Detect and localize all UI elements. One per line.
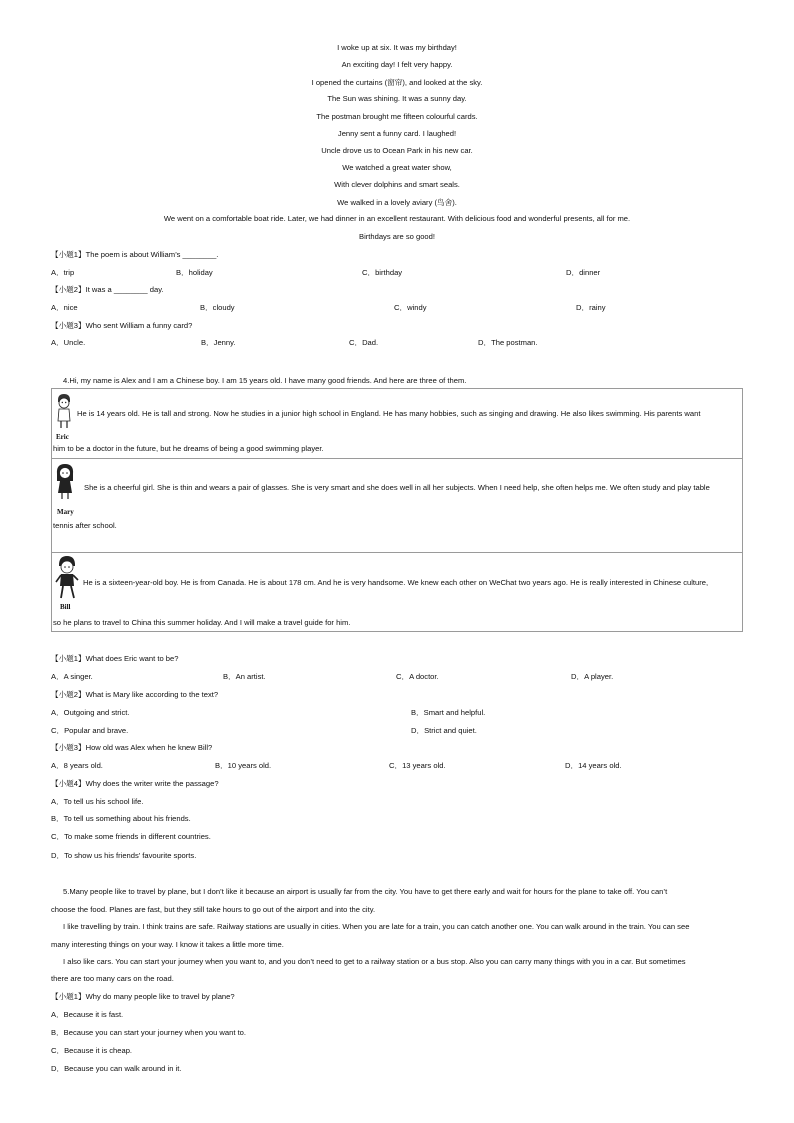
s4-q2-option-d[interactable]: D．Strict and quiet. bbox=[411, 726, 477, 735]
s5-q1-option-b[interactable]: B．Because you can start your journey when you want to. bbox=[51, 1028, 247, 1037]
s3-q2-option-c[interactable]: C．windy bbox=[394, 303, 427, 312]
bill-text-line-2: so he plans to travel to China this summer holiday. And I will make a travel guide for him. bbox=[53, 618, 351, 627]
s5-q1-stem: 【小题1】Why do many people like to travel by plane? bbox=[51, 992, 235, 1001]
friends-table-divider-2 bbox=[51, 552, 743, 553]
s3-q3-option-d[interactable]: D．The postman. bbox=[478, 338, 538, 347]
s4-q4-option-c[interactable]: C．To make some friends in different countries. bbox=[51, 832, 211, 841]
s4-intro: 4.Hi, my name is Alex and I am a Chinese boy. I am 15 years old. I have many good friends. And here are three of them. bbox=[63, 376, 467, 385]
s4-q1-option-c[interactable]: C．A doctor. bbox=[396, 672, 439, 681]
bill-name: Bill bbox=[60, 603, 71, 611]
s4-q3-option-c[interactable]: C．13 years old. bbox=[389, 761, 446, 770]
s5-q1-option-a[interactable]: A．Because it is fast. bbox=[51, 1010, 124, 1019]
eric-text-line-2: him to be a doctor in the future, but he dreams of being a good swimming player. bbox=[53, 444, 324, 453]
s3-q3-stem: 【小题3】Who sent William a funny card? bbox=[51, 321, 193, 330]
s5-p2-line-2: many interesting things on your way. I know it takes a little more time. bbox=[51, 940, 284, 949]
poem-line-8: We watched a great water show, bbox=[342, 163, 452, 172]
s3-q2-option-d[interactable]: D．rainy bbox=[576, 303, 606, 312]
poem-line-1: I woke up at six. It was my birthday! bbox=[337, 43, 457, 52]
s5-p2-line-1: I like travelling by train. I think trains are safe. Railway stations are usually in cities. When you are late for a train, you can catch another one. You can walk around in the train. You can see bbox=[63, 922, 690, 931]
s3-q1-option-d[interactable]: D．dinner bbox=[566, 268, 601, 277]
mary-avatar-icon bbox=[54, 461, 76, 501]
s4-q3-option-a[interactable]: A．8 years old. bbox=[51, 761, 103, 770]
s4-q1-option-a[interactable]: A．A singer. bbox=[51, 672, 93, 681]
s5-p1-line-1: 5.Many people like to travel by plane, but I don’t like it because an airport is usually far from the city. You have to get there early and wait for hours for the plane to take off. You can’t bbox=[63, 887, 668, 896]
s4-q2-option-b[interactable]: B．Smart and helpful. bbox=[411, 708, 486, 717]
bill-avatar-icon bbox=[54, 554, 80, 602]
s4-q3-stem: 【小题3】How old was Alex when he knew Bill? bbox=[51, 743, 213, 752]
eric-avatar-icon bbox=[54, 391, 74, 431]
s4-q3-option-b[interactable]: B．10 years old. bbox=[215, 761, 272, 770]
s3-q1-option-a[interactable]: A．trip bbox=[51, 268, 75, 277]
bill-text-line-1: He is a sixteen-year-old boy. He is from Canada. He is about 178 cm. And he is very handsome. We knew each other on WeChat two years ago. He is really interested in Chinese culture, bbox=[83, 578, 709, 587]
s3-q3-option-c[interactable]: C．Dad. bbox=[349, 338, 379, 347]
s3-q3-option-b[interactable]: B．Jenny. bbox=[201, 338, 236, 347]
s4-q3-option-d[interactable]: D．14 years old. bbox=[565, 761, 622, 770]
poem-line-12: Birthdays are so good! bbox=[359, 232, 435, 241]
s4-q4-option-d[interactable]: D．To show us his friends’ favourite sports. bbox=[51, 851, 197, 860]
poem-line-5: The postman brought me fifteen colourful cards. bbox=[316, 112, 478, 121]
s4-q2-option-a[interactable]: A．Outgoing and strict. bbox=[51, 708, 130, 717]
mary-text-line-2: tennis after school. bbox=[53, 521, 117, 530]
poem-line-6: Jenny sent a funny card. I laughed! bbox=[337, 129, 457, 138]
s4-q4-option-a[interactable]: A．To tell us his school life. bbox=[51, 797, 144, 806]
mary-name: Mary bbox=[57, 508, 74, 516]
eric-text-line-1: He is 14 years old. He is tall and strong. Now he studies in a junior high school in England. He has many hobbies, such as singing and drawing. He also likes swimming. His parents want bbox=[77, 409, 701, 418]
s4-q2-stem: 【小题2】What is Mary like according to the text? bbox=[51, 690, 219, 699]
s3-q1-stem: 【小题1】The poem is about William’s ________. bbox=[51, 250, 219, 259]
s4-q2-option-c[interactable]: C．Popular and brave. bbox=[51, 726, 129, 735]
s5-p1-line-2: choose the food. Planes are fast, but they still take hours to go out of the airport and into the city. bbox=[51, 905, 376, 914]
poem-line-9: With clever dolphins and smart seals. bbox=[334, 180, 460, 189]
s5-q1-option-c[interactable]: C．Because it is cheap. bbox=[51, 1046, 133, 1055]
friends-table-divider-1 bbox=[51, 458, 743, 459]
s3-q1-option-b[interactable]: B．holiday bbox=[176, 268, 213, 277]
poem-line-2: An exciting day! I felt very happy. bbox=[341, 60, 453, 69]
s5-p3-line-2: there are too many cars on the road. bbox=[51, 974, 174, 983]
s4-q1-option-b[interactable]: B．An artist. bbox=[223, 672, 266, 681]
s3-q2-stem: 【小题2】It was a ________ day. bbox=[51, 285, 164, 294]
mary-text-line-1: She is a cheerful girl. She is thin and wears a pair of glasses. She is very smart and she does well in all her subjects. When I need help, she often helps me. We often study and play table bbox=[84, 483, 710, 492]
eric-name: Eric bbox=[56, 433, 69, 441]
s5-p3-line-1: I also like cars. You can start your journey when you want to, and you don’t need to get to a railway station or a bus stop. Also you can carry many things with you in a car. But sometimes bbox=[63, 957, 686, 966]
s3-q1-option-c[interactable]: C．birthday bbox=[362, 268, 403, 277]
s4-q1-option-d[interactable]: D．A player. bbox=[571, 672, 614, 681]
poem-line-11: We went on a comfortable boat ride. Later, we had dinner in an excellent restaurant. With delicious food and wonderful presents, all for me. bbox=[163, 214, 631, 223]
s3-q2-option-a[interactable]: A．nice bbox=[51, 303, 78, 312]
s4-q4-option-b[interactable]: B．To tell us something about his friends. bbox=[51, 814, 191, 823]
s4-q4-stem: 【小题4】Why does the writer write the passage? bbox=[51, 779, 219, 788]
poem-line-7: Uncle drove us to Ocean Park in his new car. bbox=[321, 146, 473, 155]
s4-q1-stem: 【小题1】What does Eric want to be? bbox=[51, 654, 179, 663]
friends-table bbox=[51, 388, 743, 632]
s3-q2-option-b[interactable]: B．cloudy bbox=[200, 303, 235, 312]
poem-line-3: I opened the curtains (窗帘), and looked at the sky. bbox=[311, 78, 483, 87]
s3-q3-option-a[interactable]: A．Uncle. bbox=[51, 338, 86, 347]
s5-q1-option-d[interactable]: D．Because you can walk around in it. bbox=[51, 1064, 182, 1073]
poem-line-10: We walked in a lovely aviary (鸟舍). bbox=[337, 198, 457, 207]
poem-line-4: The Sun was shining. It was a sunny day. bbox=[327, 94, 467, 103]
